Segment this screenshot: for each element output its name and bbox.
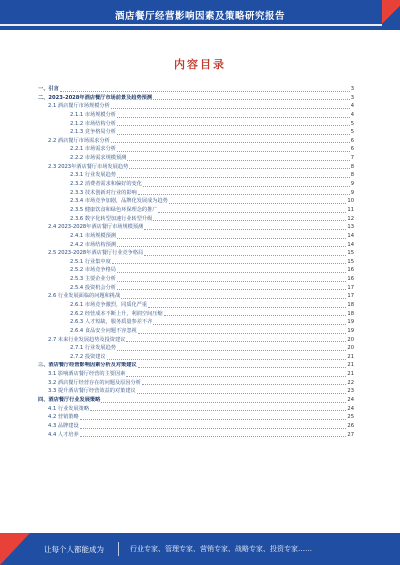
toc-heading: 内容目录 [174,58,226,71]
toc-entry[interactable] [38,370,354,379]
toc-entry-label: 三、酒店餐厅经营影响因素分析及对策建议 [38,362,137,369]
toc-entry[interactable] [38,396,354,405]
toc-entry-page: 10 [347,198,354,205]
toc-leader-dots [138,194,350,195]
toc-entry-label: 2.6.3 人才短缺，服务质量参差不齐 [70,319,153,326]
toc-entry-page: 16 [347,276,354,283]
header-stripe [0,24,400,26]
toc-entry-page: 20 [347,336,354,343]
toc-entry[interactable] [38,128,354,137]
toc-entry-label: 2.6 行业发展面临的问题和挑战 [48,293,121,300]
toc-leader-dots [117,289,346,290]
toc-entry-page: 13 [347,224,354,231]
toc-entry-label: 2.4.2 市场结构预测 [70,241,116,248]
toc-leader-dots [112,263,347,264]
toc-entry[interactable] [38,336,354,345]
toc-entry-page: 26 [347,422,354,429]
toc-leader-dots [80,419,347,420]
toc-entry-label: 3.2 酒店餐厅经营存在的问题及原因分析 [48,379,141,386]
toc-entry[interactable] [38,387,354,396]
toc-entry-page: 8 [350,172,354,179]
toc-entry-page: 7 [350,155,354,162]
toc-entry[interactable] [38,171,354,180]
footer-divider [118,542,119,556]
toc-entry-label: 2.3 2023年酒店餐厅市场发展趋势 [48,163,129,170]
toc-entry[interactable] [38,275,354,284]
toc-entry[interactable] [38,362,354,371]
toc-entry[interactable] [38,310,354,319]
toc-entry[interactable] [38,145,354,154]
toc-leader-dots [117,281,346,282]
toc-entry-label: 2.6.4 食品安全问题不容忽视 [70,327,137,334]
toc-entry-label: 2.6.1 市场竞争激烈，同质化严重 [70,302,148,308]
toc-entry[interactable] [38,249,354,258]
toc-entry[interactable] [38,120,354,129]
toc-entry-label: 2.6.2 经营成本不断上升，利润空间压缩 [70,310,163,317]
toc-leader-dots [117,134,350,135]
toc-leader-dots [169,203,347,204]
toc-entry-page: 8 [350,163,354,170]
toc-entry-label: 2.5.3 主要企业分析 [70,276,116,283]
toc-entry-label: 3.3 提升酒店餐厅经营效益的对策建议 [48,388,136,395]
footer-slogan: 让每个人都能成为 [44,545,104,554]
toc-leader-dots [80,436,347,437]
toc-entry-page: 15 [347,250,354,257]
toc-entry-label: 2.7.1 行业发展趋势 [70,345,116,352]
toc-entry-page: 3 [350,94,354,101]
toc-entry-label: 2.1.3 竞争格局分析 [70,129,116,136]
toc-entry[interactable] [38,137,354,146]
toc-entry-label: 2.1.2 市场结构分析 [70,120,116,127]
toc-entry-page: 3 [350,85,354,92]
toc-entry-page: 25 [347,414,354,421]
toc-entry[interactable] [38,422,354,431]
toc-entry-label: 2.3.3 技术创新对行业的影响 [70,189,137,196]
report-header [0,0,400,30]
toc-entry[interactable] [38,189,354,198]
toc-entry[interactable] [38,318,354,327]
toc-leader-dots [153,99,350,100]
toc-entry[interactable] [38,327,354,336]
toc-entry-label: 2.1 酒店餐厅市场规模分析 [48,103,110,110]
toc-entry[interactable] [38,206,354,215]
toc-entry-page: 5 [350,129,354,136]
toc-entry[interactable] [38,111,354,120]
toc-entry-page: 21 [347,362,354,369]
toc-entry-label: 四、酒店餐厅行业发展策略 [38,397,101,404]
toc-leader-dots [126,376,346,377]
toc-entry-label: 一、引言 [38,85,59,92]
toc-entry-label: 2.5 2023-2028年酒店餐厅行业竞争格局 [48,250,144,257]
toc-leader-dots [164,315,347,316]
toc-entry-page: 16 [347,267,354,274]
toc-entry[interactable] [38,197,354,206]
toc-entry-label: 4.4 人才培养 [48,431,79,438]
toc-leader-dots [127,160,349,161]
toc-entry-page: 14 [347,241,354,248]
toc-entry[interactable] [38,405,354,414]
toc-entry-label: 2.5.2 市场竞争格局 [70,267,116,274]
toc-entry-page: 6 [350,137,354,144]
toc-leader-dots [142,384,346,385]
toc-leader-dots [117,238,346,239]
toc-leader-dots [111,142,350,143]
header-corner-decoration [382,0,400,30]
toc-entry[interactable] [38,258,354,267]
toc-entry-page: 21 [347,371,354,378]
toc-entry-label: 2.3.1 行业发展趋势 [70,172,116,179]
toc-entry-label: 2.3.5 健康饮食和绿色环保理念的推广 [70,206,158,213]
toc-entry-page: 14 [347,232,354,239]
toc-entry-label: 2.4.1 市场规模预测 [70,232,116,239]
toc-entry[interactable] [38,353,354,362]
toc-entry-page: 21 [347,353,354,360]
toc-entry-page: 11 [347,206,354,213]
toc-entry-label: 2.3.6 数字化转型加速行业转型升级 [70,215,153,222]
toc-entry-label: 2.3.4 市场竞争加剧，品牌化发展成为趋势 [70,198,168,205]
toc-entry-label: 2.7.2 投资建议 [70,353,106,360]
footer-roles: 行业专家、管理专家、营销专家、战略专家、投资专家…… [130,545,312,553]
toc-entry[interactable] [38,284,354,293]
toc-leader-dots [137,393,347,394]
toc-entry[interactable] [38,223,354,232]
toc-entry[interactable] [38,85,354,94]
toc-entry-label: 4.1 行业发展策略 [48,405,90,412]
toc-entry-label: 2.2.1 市场需求分析 [70,146,116,153]
toc-entry-page: 22 [347,379,354,386]
toc-entry[interactable] [38,232,354,241]
toc-entry-page: 4 [350,103,354,110]
toc-entry[interactable] [38,266,354,275]
table-of-contents [38,85,354,439]
toc-entry-page: 27 [347,431,354,438]
toc-entry-label: 2.5.4 投资机会分析 [70,284,116,291]
toc-entry[interactable] [38,431,354,440]
toc-leader-dots [138,333,347,334]
toc-entry[interactable] [38,94,354,103]
toc-leader-dots [111,108,350,109]
toc-leader-dots [143,186,350,187]
toc-entry-label: 2.3.2 消费者需求和偏好的变化 [70,181,142,188]
toc-entry-page: 9 [350,189,354,196]
toc-entry-page: 24 [347,397,354,404]
toc-entry[interactable] [38,344,354,353]
toc-entry-page: 18 [347,310,354,317]
toc-entry[interactable] [38,154,354,163]
toc-leader-dots [121,298,346,299]
toc-entry-label: 二、2023-2028年酒店餐厅市场前景及趋势预测 [38,94,153,101]
toc-leader-dots [117,350,346,351]
toc-leader-dots [117,272,346,273]
toc-leader-dots [153,324,346,325]
toc-leader-dots [107,359,347,360]
toc-entry[interactable] [38,241,354,250]
toc-entry-page: 17 [347,284,354,291]
toc-entry-page: 18 [347,302,354,308]
toc-leader-dots [117,125,350,126]
toc-entry-label: 2.1.1 市场规模分析 [70,111,116,118]
toc-entry-page: 12 [347,215,354,222]
toc-entry-page: 23 [347,388,354,395]
toc-leader-dots [101,402,346,403]
toc-entry-label: 2.5.1 行业集中度 [70,258,111,265]
footer-corner-decoration [0,533,30,565]
toc-entry-label: 2.7 未来行业发展趋势及投资建议 [48,336,126,343]
toc-leader-dots [153,220,346,221]
toc-entry[interactable] [38,379,354,388]
toc-entry-page: 19 [347,319,354,326]
toc-entry[interactable] [38,102,354,111]
toc-leader-dots [117,151,350,152]
toc-entry-page: 24 [347,405,354,412]
toc-entry-page: 17 [347,293,354,300]
toc-leader-dots [144,255,346,256]
toc-entry-page: 5 [350,120,354,127]
toc-leader-dots [117,177,350,178]
toc-leader-dots [158,212,346,213]
toc-entry-page: 4 [350,111,354,118]
toc-leader-dots [138,367,347,368]
toc-entry[interactable] [38,301,354,310]
toc-leader-dots [60,91,350,92]
toc-leader-dots [90,410,346,411]
toc-entry[interactable] [38,215,354,224]
toc-leader-dots [148,307,346,308]
toc-leader-dots [129,168,350,169]
toc-leader-dots [126,341,346,342]
toc-entry-page: 15 [347,258,354,265]
toc-entry-label: 4.2 营销策略 [48,414,79,421]
toc-entry-label: 3.1 影响酒店餐厅经营的主要因素 [48,371,126,378]
toc-entry[interactable] [38,413,354,422]
toc-entry-page: 6 [350,146,354,153]
toc-leader-dots [117,246,346,247]
toc-entry[interactable] [38,163,354,172]
toc-entry-page: 20 [347,345,354,352]
toc-entry-label: 2.4 2023-2028年酒店餐厅市场规模预测 [48,224,144,231]
toc-entry-page: 9 [350,181,354,188]
toc-entry-label: 4.3 品牌建设 [48,422,79,429]
toc-entry-page: 19 [347,327,354,334]
toc-entry[interactable] [38,180,354,189]
page-footer [0,533,400,565]
toc-leader-dots [80,428,347,429]
toc-entry[interactable] [38,292,354,301]
toc-leader-dots [144,229,346,230]
toc-entry-label: 2.2 酒店餐厅市场需求分析 [48,137,110,144]
toc-entry-label: 2.2.2 市场需求规模预测 [70,155,127,162]
report-title: 酒店餐厅经营影响因素及策略研究报告 [114,11,285,22]
toc-leader-dots [117,117,350,118]
